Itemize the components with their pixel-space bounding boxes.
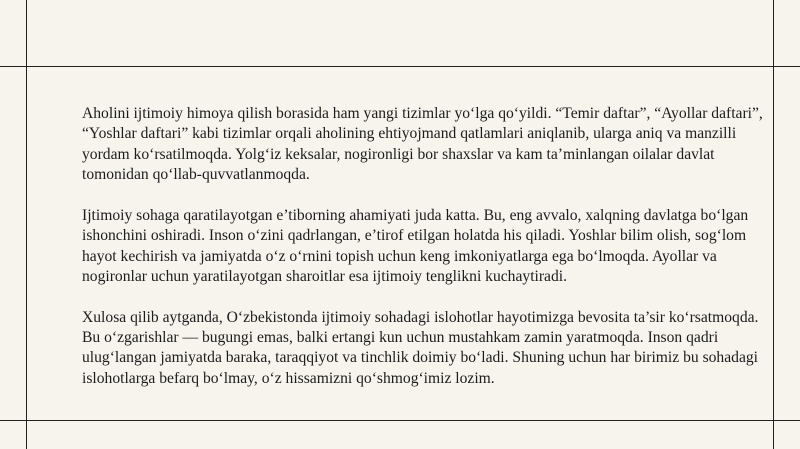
right-border-line <box>773 0 774 449</box>
paragraph-social-protection: Aholini ijtimoiy himoya qilish borasida ham yangi tizimlar yo‘lga qo‘yildi. “Temir daftar”, “Ayollar daftari”, “Yoshlar daftari” kabi tizimlar orqali aholining ehtiyojmand qatlamlari aniqlanib, ularga aniq va manzilli yordam ko‘rsatilmoqda. Yolg‘iz keksalar, nogironligi bor shaxslar va kam ta’minlangan oilalar davlat tomonidan qo‘llab-quvvatlanmoqda. <box>82 105 763 184</box>
top-border-line <box>0 66 800 67</box>
paragraph-social-attention: Ijtimoiy sohaga qaratilayotgan e’tiborning ahamiyati juda katta. Bu, eng avvalo, xalqning davlatga bo‘lgan ishonchini oshiradi. Inson o‘zini qadrlangan, e’tirof etilgan holatda his qiladi. Yoshlar bilim olish, sog‘lom hayot kechirish va jamiyatda o‘z o‘rnini topish uchun keng imkoniyatlarga ega bo‘lmoqda. Ayollar va nogironlar uchun yaratilayotgan sharoitlar esa ijtimoiy tenglikni kuchaytiradi. <box>82 206 749 286</box>
bottom-border-line <box>0 420 800 421</box>
paragraph-conclusion: Xulosa qilib aytganda, O‘zbekistonda ijtimoiy sohadagi islohotlar hayotimizga bevosita ta’sir ko‘rsatmoqda. Bu o‘zgarishlar — bugungi emas, balki ertangi kun uchun mustahkam zamin yaratmoqda. Inson qadri ulug‘langan jamiyatda baraka, taraqqiyot va tinchlik doimiy bo‘ladi. Shuning uchun har birimiz bu sohadagi islohotlarga befarq bo‘lmay, o‘z hissamizni qo‘shmog‘imiz lozim. <box>82 308 759 387</box>
body-text <box>82 104 764 389</box>
left-border-line <box>26 0 27 449</box>
